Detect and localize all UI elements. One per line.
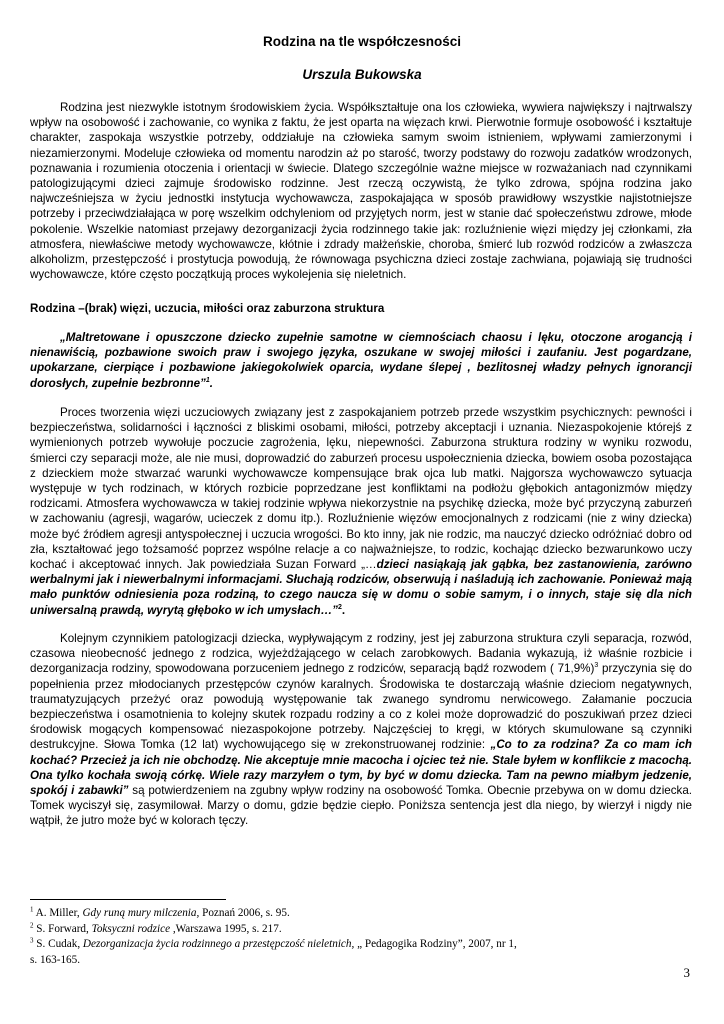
paragraph-bonds-text [30, 405, 692, 618]
tomek-quote: „Co to za rodzina? Za co mam ich kochać? Przecież ja ich nie obchodzę. Nie akceptuje mnie macocha i ojciec też nie. Stale byłem w konflikcie z macochą. Ona tylko kochała swoją córkę. Wiele razy marzyłem o tym, by być w domu dziecka. Tam na pewno miałbym jedzenie, spokój i zabawki” [30, 738, 693, 798]
paragraph-bonds [30, 405, 692, 618]
paragraph-structure-part3: są potwierdzeniem na zgubny wpływ rodziny na osobowość Tomka. Obecnie przebywa on w domu dziecka. Tomek wyciszył się, zasymilował. Marzy o domu, gdzie będzie ciepło. Poniższa sentencja jest dla niego, by wierzył i nigdy nie wątpił, że jutro może być w kolorach tęczy. [30, 784, 692, 828]
paragraph-structure-part2: przyczynia się do popełnienia przez młodocianych przestępców czynów karalnych. Środowiska te dostarczają właśnie dzieciom negatywnych, traumatyzujących przeżyć oraz powodują występowanie tak zwanego syndromu nerwicowego. Załamanie poczucia bezpieczeństwa i osamotnienia to kolejny skutek rozpadu rodziny a co z kolei może doprowadzić do poszukiwań przez dzieci środowisk mogących kompensować niezaspokojone potrzeby. Najczęściej to kręgi, w których skumulowane są czynniki destrukcyjne. Słowa Tomka (12 lat) wychowującego się w zrekonstruowanej rodzinie: [30, 662, 692, 752]
block-quote [30, 330, 692, 391]
footnote-ref-3[interactable]: 3 [594, 662, 599, 670]
paragraph-bonds-end: . [341, 603, 346, 617]
paragraph-structure-part1: Kolejnym czynnikiem patologizacji dziecka, wypływającym z rodziny, jest jej zaburzona struktura czyli separacja, rozwód, czasowa nieobecność jednego z rodzica, wyjeżdżającego w celach zarobkowych. Badania wykazują, iż właśnie rozbicie i dezorganizacja rodziny, spowodowana porzuceniem jednego z rodziców, separacją bądź rozwodem ( 71,9%) [30, 632, 692, 676]
forward-quote: dzieci nasiąkają jak gąbka, bez zastanowienia, zarówno werbalnymi jak i niewerbalnymi informacjami. Słuchają rodziców, obserwują i naśladują ich zachowanie. Ponieważ mają mało punktów odniesienia poza rodziną, to czego naucza się w domu o sobie samym, i o innych, staje się dla nich uniwersalną prawdą, wyrytą głęboko w ich umysłach…” [30, 558, 692, 617]
section-heading: Rodzina –(brak) więzi, uczucia, miłości oraz zaburzona struktura [30, 302, 385, 315]
quote-text: „Maltretowane i opuszczone dziecko zupełnie samotne w ciemnościach chaosu i lęku, otoczone arogancją i nienawiścią, pozbawione swoich praw i swojego języka, oszukane w swojej miłości i zaufaniu. Jest pogardzane, upokarzane, cierpiące i pozbawione jakiegokolwiek oparcia, wydane ślepej , bezlitosnej władzy pełnych ignorancji dorosłych, zupełnie bezbronne” [30, 331, 692, 390]
page-title: Rodzina na tle współczesności [262, 34, 462, 49]
quote-end: . [209, 376, 213, 390]
paragraph-structure [30, 631, 692, 829]
footnote-2: $^2$ S. Forward, Toksyczni rodzice ,Warszawa 1995, s. 217. [30, 920, 282, 935]
intro-text: Rodzina jest niezwykle istotnym środowiskiem życia. Współkształtuje ona los człowieka, wywiera największy i najtrwalszy wpływ na osobowość i zachowanie, co wynika z faktu, że jest oparta na więzach krwi. Pierwotnie formuje osobowość i kształtuje charakter, zaspokaja wszystkie potrzeby, oddziałuje na człowieka samym swoim istnieniem, wpływami zamierzonymi i niezamierzonymi. Modeluje człowieka od momentu narodzin aż po starość, tworzy podstawy do rozwoju zadatków wrodzonych, poznawania i rozumienia otoczenia i orientacji w świecie. Dlatego szczególnie ważne miejsce w rozważaniach nad czynnikami patologizującymi dzieci zajmuje środowisko rodzinne. Jest rzeczą oczywistą, że tylko zdrowa, spójna rodzina jako najwcześniejsza w życiu jednostki instytucja wychowawcza, zaspokajająca w sposób prawidłowy wszystkie najistotniejsze potrzeby i przeciwdziałająca w porę wszelkim odchyleniom od przyjętych norm, jest w stanie dać społeczeństwu zdrowe, młode pokolenie. Wszelkie natomiast przejawy dezorganizacji życia rodzinnego takie jak: rozluźnienie więzi między jej członkami, zła atmosfera, niewłaściwe metody wychowawcze, kłótnie i zdrady małżeńskie, choroba, śmierć lub rozwód rodziców a zwłaszcza alkoholizm, przestępczość i prostytucja powodują, że równowaga psychiczna dzieci zostaje zachwiana, pojawiają się trudności wychowawcze, które często początkują proces wykolejenia się nieletnich. [30, 101, 692, 282]
footnote-divider [30, 899, 226, 900]
page-number: 3 [683, 965, 690, 980]
footnote-ref-1[interactable]: 1 [205, 376, 210, 384]
author-name: Urszula Bukowska [302, 67, 422, 82]
intro-paragraph [30, 100, 692, 282]
paragraph-bonds-body: Proces tworzenia więzi uczuciowych związany jest z zaspokajaniem potrzeb przede wszystkim psychicznych: pewności i bezpieczeństwa, solidarności i łączności z bliskimi osobami, miłości, potrzeby akceptacji i uznania. Niezaspokojenie którejś z wymienionych potrzeb wywołuje poczucie zagrożenia, lęku, niepewności. Zaburzona struktura rodziny w wyniku rozwodu, śmierci czy separacji może, ale nie musi, doprowadzić do zaburzeń procesu uspołecznienia dziecka, bowiem osoba pozostająca z dzieckiem może stwarzać warunki wychowawcze kompensujące brak ojca lub matki. Najgorsza wychowawczo sytuacja występuje w tych rodzinach, w których rozbicie poprzedzane jest konfliktami na podłożu głębokich antagonizmów między rodzicami. Atmosfera wychowawcza w takiej rodzinie wpływa niekorzystnie na psychikę dziecka, może być przyczyną zaburzeń w zachowaniu (agresji, wagarów, ucieczek z domu itp.). Rozluźnienie więzów emocjonalnych z rodzicami (nie z winy dziecka) może być źródłem agresji antyspołecznej i uczucia wrogości. Bo kto inny, jak nie rodzic, ma nauczyć dziecko odróżniać dobro od zła, kształtować jego tożsamość poprzez wspólne relacje a co najważniejsze, to rodzic, kochając dziecko bezwarunkowo uczy kochać i akceptować innych. Jak powiedziała Suzan Forward „… [30, 406, 692, 572]
footnote-3: $^3$ S. Cudak, Dezorganizacja życia rodzinnego a przestępczość nieletnich, „ Pedagogika Rodziny”, 2007, nr 1, [30, 936, 517, 951]
quote-paragraph [30, 330, 692, 391]
paragraph-structure-text [30, 631, 692, 829]
footnote-ref-2[interactable]: 2 [337, 603, 342, 611]
footnote-1: $^1$ A. Miller, Gdy runą mury milczenia, Poznań 2006, s. 95. [30, 905, 290, 919]
footnotes [30, 906, 692, 968]
footnote-3-continuation: s. 163-165. [30, 953, 81, 966]
